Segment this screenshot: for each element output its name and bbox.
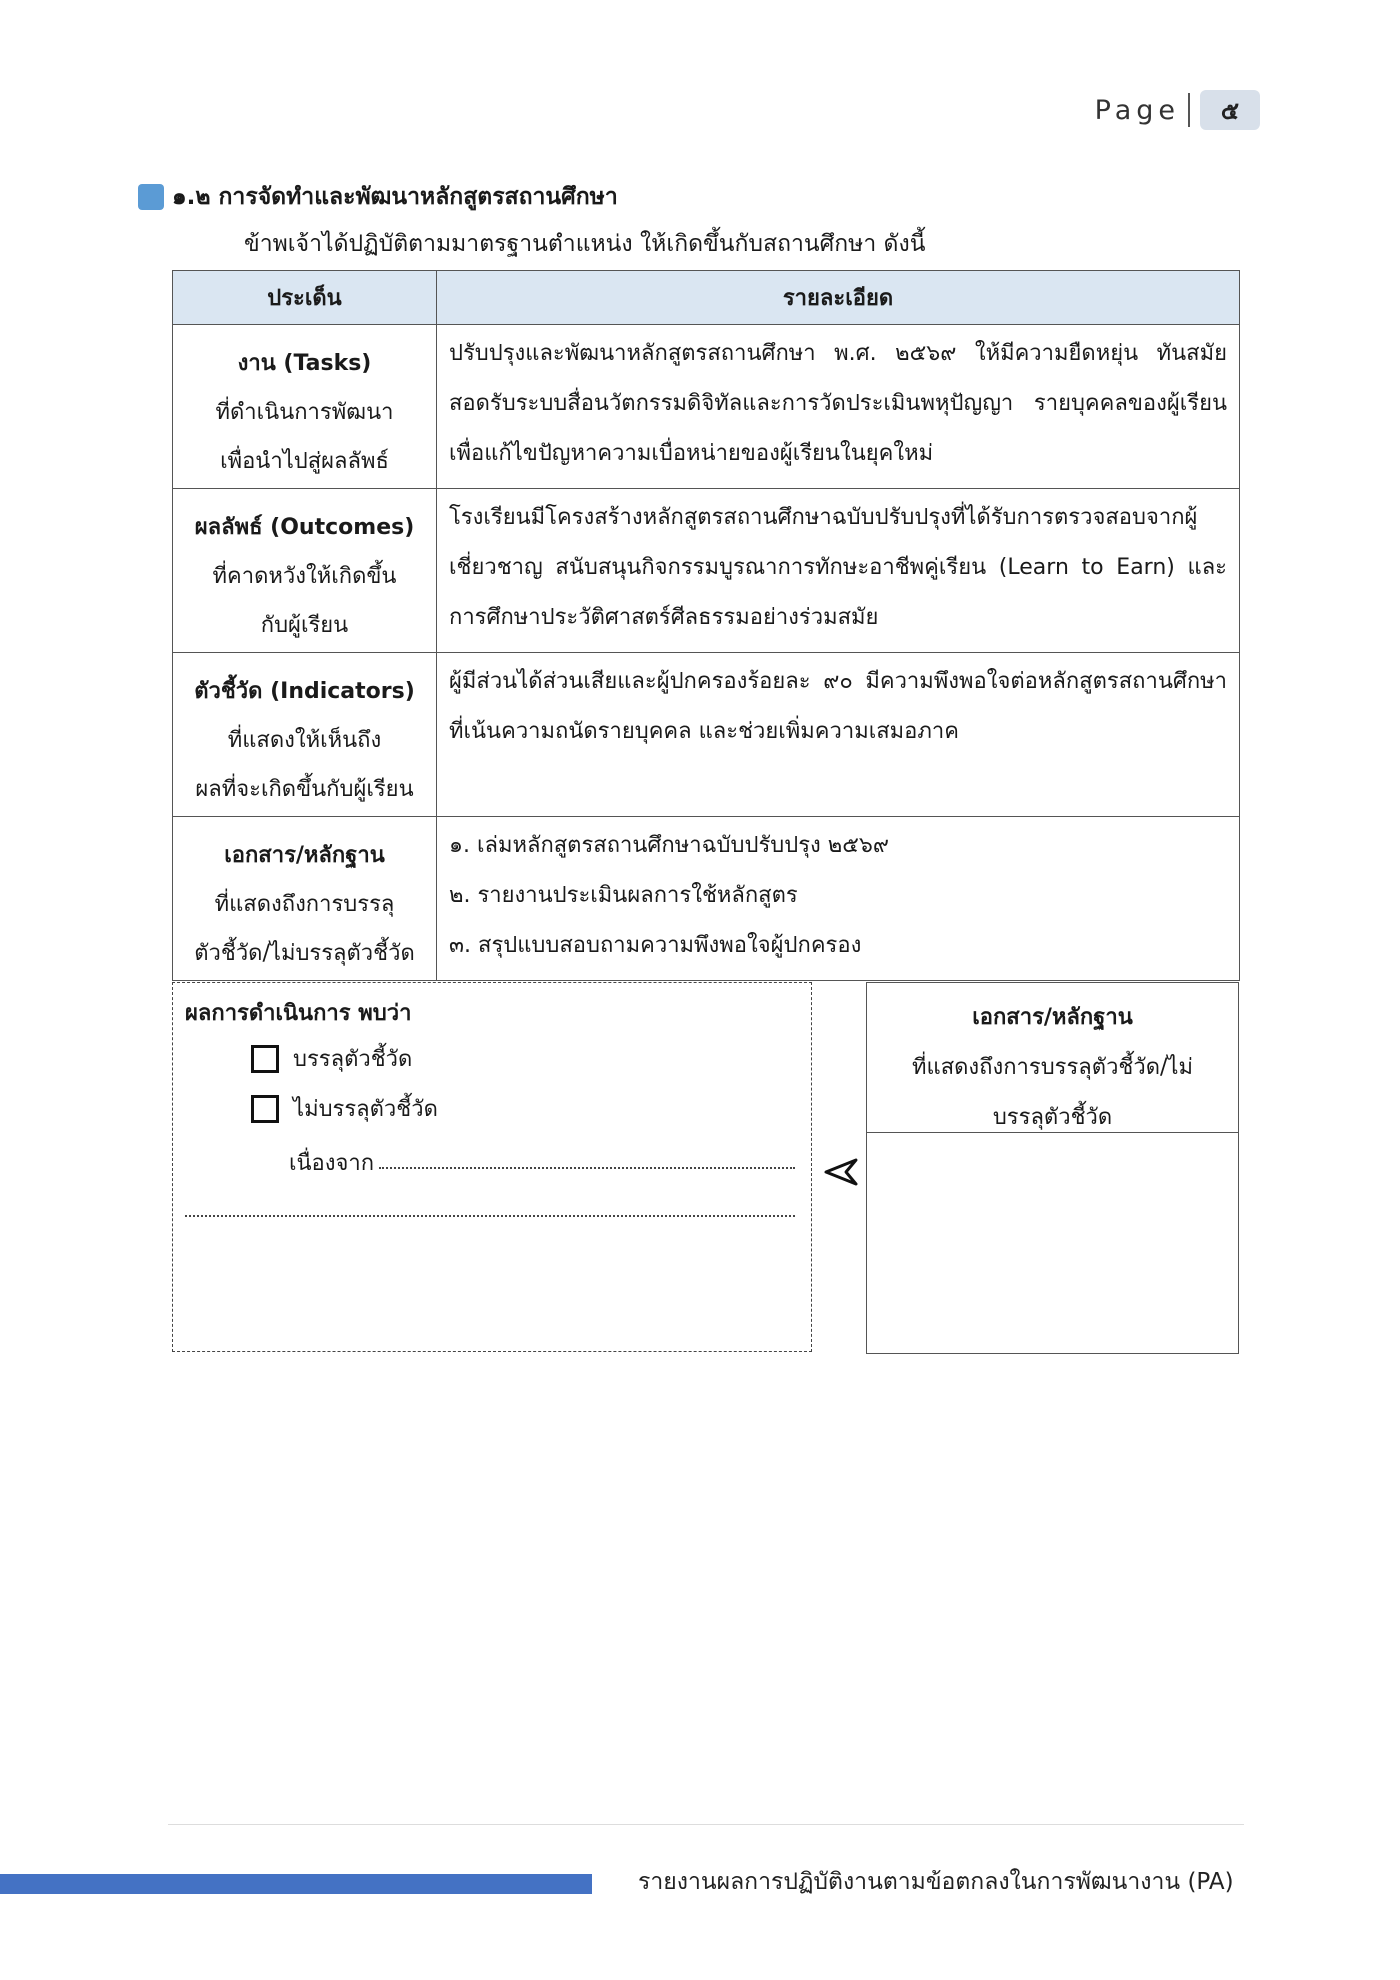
result-box	[172, 982, 812, 1352]
page-number: ๕	[1200, 90, 1260, 130]
footer-divider	[168, 1824, 1244, 1825]
detail-cell	[437, 489, 1240, 653]
achieved-label: บรรลุตัวชี้วัด	[293, 1047, 413, 1072]
result-title: ผลการดำเนินการ พบว่า	[185, 1001, 412, 1026]
table-header-row	[173, 271, 1240, 325]
detail-text: ปรับปรุงและพัฒนาหลักสูตรสถานศึกษา พ.ศ. ๒๕๖๙ ให้มีความยืดหยุ่น ทันสมัย สอดรับระบบสื่อนวัตกรรมดิจิทัลและการวัดประเมินพหุปัญญา รายบุคคลของผู้เรียน เพื่อแก้ไขปัญหาความเบื่อหน่ายของผู้เรียนในยุคใหม่	[449, 341, 1227, 466]
detail-cell	[437, 653, 1240, 817]
table-row-indicators	[173, 653, 1240, 817]
topic-line: เพื่อนำไปสู่ผลลัพธ์	[220, 449, 389, 474]
detail-cell	[437, 817, 1240, 981]
topic-cell	[173, 817, 437, 981]
topic-line: ที่แสดงให้เห็นถึง	[227, 728, 382, 753]
column-header-topic: ประเด็น	[173, 271, 437, 325]
evidence-box-header	[867, 983, 1238, 1133]
achieved-option[interactable]	[251, 1041, 412, 1076]
topic-cell	[173, 489, 437, 653]
page-separator	[1188, 93, 1190, 127]
topic-cell	[173, 653, 437, 817]
topic-title: งาน (Tasks)	[237, 351, 372, 376]
topic-line: ที่ดำเนินการพัฒนา	[215, 400, 394, 425]
topic-title: ตัวชี้วัด (Indicators)	[194, 679, 415, 704]
evidence-box-title: เอกสาร/หลักฐาน	[972, 1005, 1133, 1030]
topic-line: ที่แสดงถึงการบรรลุ	[214, 892, 395, 917]
reason-fill-line[interactable]	[185, 1215, 795, 1217]
footer-bar	[0, 1874, 592, 1894]
evidence-item: ๒. รายงานประเมินผลการใช้หลักสูตร	[449, 883, 798, 908]
because-label: เนื่องจาก	[289, 1151, 375, 1176]
arrow-pointer-left-icon	[822, 1152, 862, 1192]
reason-fill-line[interactable]	[379, 1167, 795, 1169]
topic-line: กับผู้เรียน	[260, 613, 349, 638]
footer-title: รายงานผลการปฏิบัติงานตามข้อตกลงในการพัฒนางาน (PA)	[638, 1869, 1234, 1895]
section-heading	[138, 180, 618, 214]
section-title: ๑.๒ การจัดทำและพัฒนาหลักสูตรสถานศึกษา	[172, 184, 618, 210]
not-achieved-option[interactable]	[251, 1091, 438, 1126]
topic-title: เอกสาร/หลักฐาน	[224, 843, 385, 868]
evidence-box-subtitle: ที่แสดงถึงการบรรลุตัวชี้วัด/ไม่	[912, 1055, 1193, 1080]
table-row-evidence	[173, 817, 1240, 981]
evidence-box	[866, 982, 1239, 1354]
table-row-tasks	[173, 325, 1240, 489]
section-intro: ข้าพเจ้าได้ปฏิบัติตามมาตรฐานตำแหน่ง ให้เกิดขึ้นกับสถานศึกษา ดังนี้	[244, 231, 926, 257]
evidence-item: ๑. เล่มหลักสูตรสถานศึกษาฉบับปรับปรุง ๒๕๖๙	[449, 833, 889, 858]
not-achieved-label: ไม่บรรลุตัวชี้วัด	[293, 1097, 438, 1122]
evidence-item: ๓. สรุปแบบสอบถามความพึงพอใจผู้ปกครอง	[449, 933, 862, 958]
topic-line: ผลที่จะเกิดขึ้นกับผู้เรียน	[195, 777, 414, 802]
detail-cell	[437, 325, 1240, 489]
evidence-box-body[interactable]	[867, 1133, 1238, 1353]
page-label: Page	[1094, 94, 1180, 126]
table-row-outcomes	[173, 489, 1240, 653]
evidence-box-subtitle: บรรลุตัวชี้วัด	[992, 1105, 1113, 1130]
topic-line: ตัวชี้วัด/ไม่บรรลุตัวชี้วัด	[194, 941, 415, 966]
detail-text: ผู้มีส่วนได้ส่วนเสียและผู้ปกครองร้อยละ ๙๐ มีความพึงพอใจต่อหลักสูตรสถานศึกษาที่เน้นความถนัดรายบุคคล และช่วยเพิ่มความเสมอภาค	[449, 669, 1227, 744]
empty-checkbox-icon[interactable]	[251, 1095, 279, 1123]
column-header-detail: รายละเอียด	[437, 271, 1240, 325]
page-header	[1090, 88, 1260, 132]
topic-title: ผลลัพธ์ (Outcomes)	[194, 515, 415, 540]
detail-text: โรงเรียนมีโครงสร้างหลักสูตรสถานศึกษาฉบับปรับปรุงที่ได้รับการตรวจสอบจากผู้เชี่ยวชาญ สนับสนุนกิจกรรมบูรณาการทักษะอาชีพคู่เรียน (Learn to Earn) และการศึกษาประวัติศาสตร์ศีลธรรมอย่างร่วมสมัย	[449, 505, 1227, 630]
topic-cell	[173, 325, 437, 489]
section-bullet-icon	[138, 184, 164, 210]
topic-line: ที่คาดหวังให้เกิดขึ้น	[212, 564, 397, 589]
standards-table	[172, 270, 1240, 981]
empty-checkbox-icon[interactable]	[251, 1045, 279, 1073]
